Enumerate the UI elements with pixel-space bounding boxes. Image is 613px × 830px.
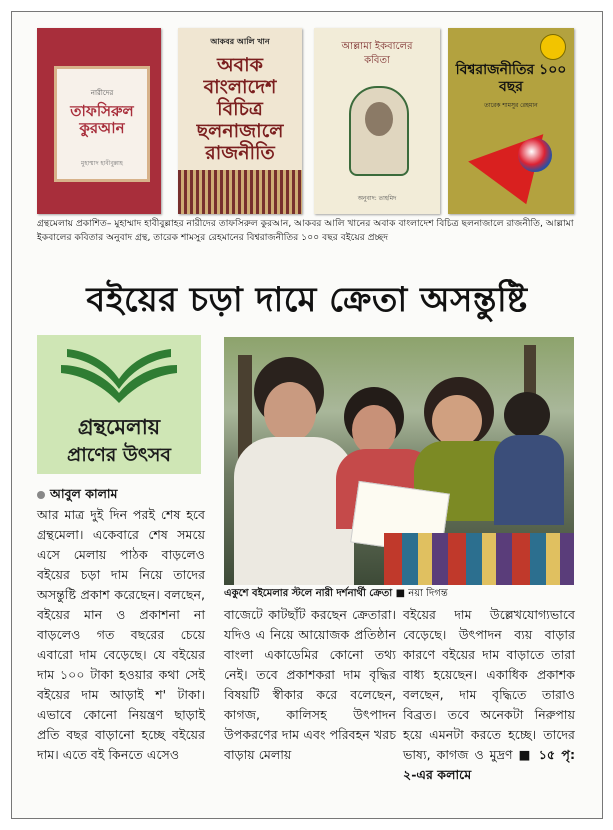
headline: বইয়ের চড়া দামে ক্রেতা অসন্তুষ্টি <box>86 280 528 320</box>
book-cover-tafsirul-quran <box>37 28 161 214</box>
person-face <box>432 395 482 447</box>
fair-logo-line1: গ্রন্থমেলায় <box>77 415 161 439</box>
article-column-3-text: বইয়ের দাম উল্লেখযোগ্যভাবে বেড়েছে। উৎপাদন ব্যয় বাড়ার কারণে বইয়ের দাম বাড়াতে তারা বাধ্য হয়েছেন। একাধিক প্রকাশক বলছেন, দাম বৃদ্ধিতে তারাও বিব্রত। তবে অনেকটা নিরুপায় হয়ে এমনটা করতে হচ্ছে। তাদের ভাষ্য, কাগজ ও মুদ্রণ <box>403 607 575 762</box>
book-cover-author: তারেক শামসুর রেহমান <box>484 102 538 109</box>
book-cover-title: তাফসিরুল কুরআন <box>70 102 134 137</box>
person-face <box>264 382 316 442</box>
person-face <box>352 405 396 455</box>
book-cover-author: মুহাম্মাদ হাবীবুল্লাহ <box>81 160 123 167</box>
book-cover-title <box>314 40 440 68</box>
bullet-icon <box>37 491 45 499</box>
article-column-1: আর মাত্র দুই দিন পরই শেষ হবে গ্রন্থমেলা। একেবারে শেষ সময়ে এসে মেলায় পাঠক বাড়লেও বইয়ের চড়া দাম নিয়ে তাদের অসন্তুষ্টি প্রকাশ করেছেন। বলছেন, বইয়ের মান ও প্রকাশনা না বাড়লেও গত বছরের চেয়ে এবারো দাম বেড়েছে। যে বইয়ের দাম ১০০ টাকা হওয়ার কথা সেই বইয়ের দাম আড়াই শ' টাকা। এভাবে কোনো নিয়ন্ত্রণ ছাড়াই প্রতি বছর বাড়ানো হচ্ছে বইয়ের দাম। এতে বই কিনতে এসেও <box>37 507 205 762</box>
byline-name: আবুল কালাম <box>50 486 118 501</box>
book-cover-subtitle: নারীদের <box>90 89 114 97</box>
book-cover-panel <box>54 66 150 182</box>
open-book-icon <box>57 345 181 407</box>
byline <box>37 486 117 506</box>
book-cover-iqbal-kobita <box>314 28 440 214</box>
person-head <box>504 392 550 438</box>
portrait-icon <box>349 86 409 176</box>
globe-icon <box>518 138 552 172</box>
book-cover-obak-bangladesh <box>178 28 302 214</box>
photo-caption-source: ■ নয়া দিগন্ত <box>395 588 448 599</box>
book-cover-pattern <box>178 170 302 214</box>
continued-link[interactable]: ■ ১৫ পৃ: ২-এর কলামে <box>403 747 575 782</box>
book-covers-caption: গ্রন্থমেলায় প্রকাশিত– মুহাম্মাদ হাবীবুল্লাহর নারীদের তাফসিরুল কুরআন, আকবর আলি খানের অবাক বাংলাদেশ বিচিত্র ছলনাজালে রাজনীতি, আল্লামা ইকবালের কবিতার অনুবাদ গ্রন্থ, তারেক শামসুর রেহমানের বিশ্বরাজনীতির ১০০ বছর বইয়ের প্রচ্ছদ <box>37 218 574 243</box>
photo-caption <box>224 586 448 603</box>
book-cover-title: অবাক বাংলাদেশ বিচিত্র ছলনাজালে রাজনীতি <box>196 54 284 164</box>
person-body <box>494 435 564 525</box>
book-fair-logo <box>37 335 201 474</box>
badge-icon <box>540 34 566 60</box>
book-cover-title-line1: আল্লামা ইকবালের <box>341 41 413 52</box>
photo-caption-text: একুশে বইমেলার স্টলে নারী দর্শনার্থী ক্রেতা <box>224 588 393 599</box>
book-cover-author: অনুবাদ: তাহমিদ <box>357 195 397 202</box>
article-column-3 <box>403 605 575 815</box>
book-cover-author: আকবর আলি খান <box>210 37 270 46</box>
fair-logo-line2: প্রাণের উৎসব <box>67 444 171 466</box>
book-cover-bishwarajniti <box>448 28 574 214</box>
article-column-2: বাজেটে কাটছাঁট করছেন ক্রেতারা। যদিও এ নিয়ে আয়োজক প্রতিষ্ঠান বাংলা একাডেমির কোনো তথ্য নেই। তবে প্রকাশকরা দাম বৃদ্ধির বিষয়টি স্বীকার করে বলেছেন, কাগজ, কালিসহ উৎপাদন উপকরণের দাম এবং পরিবহন খরচ বাড়ায় মেলায় <box>224 607 396 762</box>
newspaper-clipping <box>11 11 603 819</box>
portrait-face <box>365 102 393 136</box>
book-fair-photo <box>224 337 574 585</box>
book-cover-title: বিশ্বরাজনীতির ১০০ বছর <box>455 62 567 95</box>
book-stall-table <box>384 533 574 585</box>
book-cover-title-line2: কবিতা <box>364 55 390 66</box>
